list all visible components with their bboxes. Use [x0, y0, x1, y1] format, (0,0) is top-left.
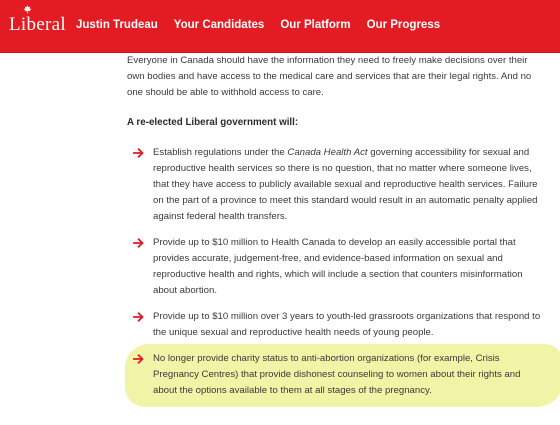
maple-leaf-icon [23, 5, 32, 14]
item-text-end: governing accessibility for sexual and reproductive health services so there is no question, that no matter where someone lives, that they have access to publicly available sexual and reproductive health services. Failure on the part of a province to meet this standard would result in an automatic penalty applied against federal health transfers. [153, 147, 538, 222]
liberal-logo[interactable] [9, 14, 66, 36]
platform-content [127, 53, 547, 409]
site-header [0, 0, 560, 53]
red-arrow-icon [133, 148, 144, 158]
item-text: No longer provide charity status to anti-abortion organizations (for example, Crisis Pregnancy Centres) that provide dishonest counseling to women about their rights and about the options available to them at all stages of the pregnancy. [153, 353, 521, 396]
section-heading: A re-elected Liberal government will: [127, 117, 299, 128]
item-text: Provide up to $10 million to Health Canada to develop an easily accessible portal that provides accurate, judgement-free, and evidence-based information on sexual and reproductive health and rights, which will include a section that counters misinformation about abortion. [153, 237, 523, 296]
nav-link-our-progress[interactable]: Our Progress [366, 19, 441, 31]
nav-link-justin-trudeau[interactable]: Justin Trudeau [76, 19, 158, 31]
list-item [127, 235, 547, 299]
nav-link-your-candidates[interactable]: Your Candidates [173, 19, 265, 31]
nav-link-our-platform[interactable]: Our Platform [280, 19, 351, 31]
list-item [127, 145, 547, 225]
highlighted-list-item [127, 351, 547, 399]
intro-paragraph: Everyone in Canada should have the information they need to freely make decisions over their own bodies and have access to the medical care and services that are their legal rights. And no one should be able to withhold access to care. [127, 55, 532, 98]
item-text-start: Establish regulations under the [153, 147, 288, 158]
red-arrow-icon [133, 354, 144, 364]
list-item [127, 309, 547, 341]
red-arrow-icon [133, 238, 144, 248]
red-arrow-icon [133, 312, 144, 322]
act-name: Canada Health Act [287, 147, 368, 158]
main-nav [76, 19, 456, 31]
logo-text: Liberal [9, 14, 66, 35]
item-text: Provide up to $10 million over 3 years to youth-led grassroots organizations that respond to the unique sexual and reproductive health needs of young people. [153, 311, 541, 338]
commitments-list [127, 145, 547, 399]
